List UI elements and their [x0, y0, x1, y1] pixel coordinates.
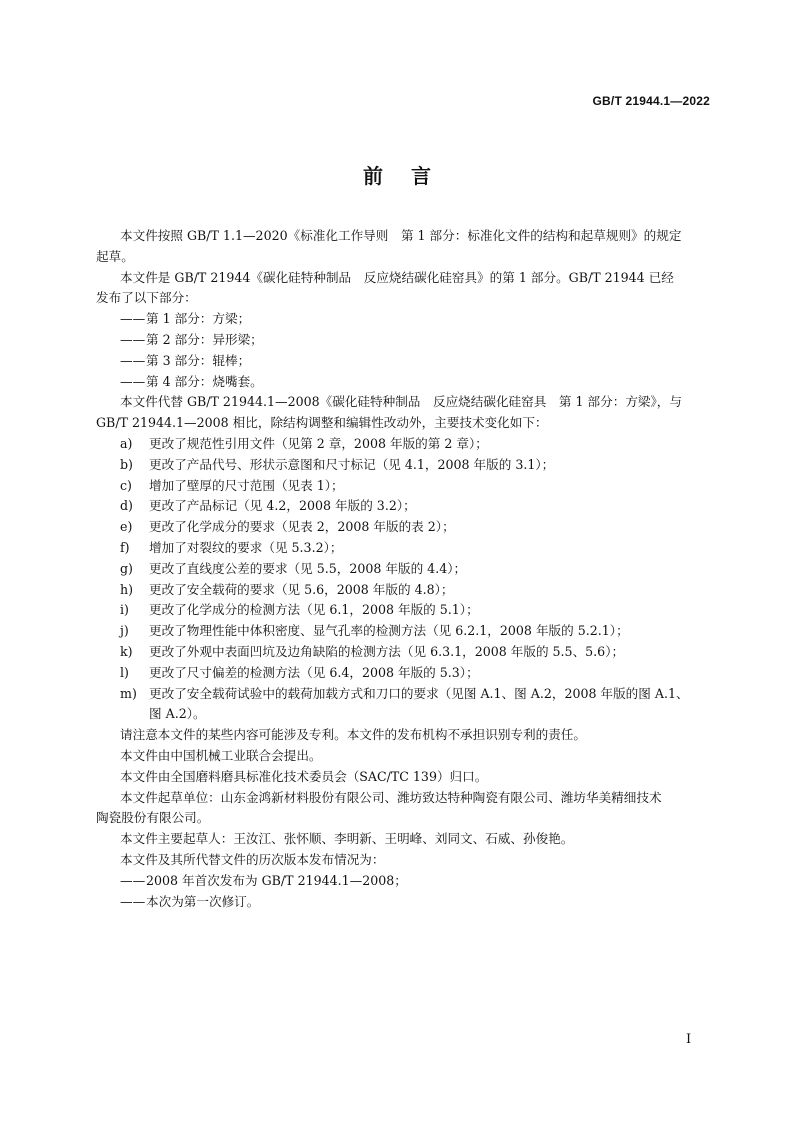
- item-text: 增加了壁厚的尺寸范围（见表 1）；: [149, 477, 344, 493]
- item-text: 更改了产品标记（见 4.2，2008 年版的 3.2）；: [149, 498, 416, 514]
- paragraph-line: 本文件及其所代替文件的历次版本发布情况为：: [120, 851, 385, 867]
- item-label: l): [120, 664, 129, 680]
- change-list-item: [96, 642, 708, 663]
- dash-item-text: 本次为第一次修订。: [146, 893, 260, 909]
- list-dash-item: [96, 330, 708, 351]
- item-label: e): [120, 519, 133, 535]
- item-label: m): [120, 685, 137, 701]
- change-list-item: [96, 580, 708, 601]
- item-text: 更改了化学成分的要求（见表 2，2008 年版的表 2）；: [149, 519, 455, 535]
- dash-item-text: 第 1 部分：方梁；: [146, 311, 251, 327]
- change-list-item: [96, 434, 708, 455]
- paragraph-line: 本文件按照 GB/T 1.1—2020《标准化工作导则 第 1 部分：标准化文件的结构和起草规则》的规定: [120, 228, 682, 243]
- item-label: h): [120, 581, 134, 597]
- item-text: 更改了外观中表面凹坑及边角缺陷的检测方法（见 6.3.1，2008 年版的 5.5、5.6）；: [149, 643, 625, 659]
- dash-marker: ——: [120, 311, 146, 327]
- change-list-item: [96, 517, 708, 538]
- paragraph-line: 本文件是 GB/T 21944《碳化硅特种制品 反应烧结碳化硅窑具》的第 1 部分。GB/T 21944 已经: [120, 269, 674, 285]
- item-text: 增加了对裂纹的要求（见 5.3.2）；: [149, 539, 343, 555]
- list-dash-item: [96, 351, 708, 372]
- list-dash-item: [96, 892, 708, 913]
- change-list-item: [96, 600, 708, 621]
- paragraph-line: 本文件由全国磨料磨具标准化技术委员会（SAC/TC 139）归口。: [120, 768, 488, 784]
- item-text: 更改了产品代号、形状示意图和尺寸标记（见 4.1，2008 年版的 3.1）；: [149, 456, 555, 472]
- foreword-body: [96, 226, 708, 912]
- change-list-item: [96, 559, 708, 580]
- paragraph-line: 请注意本文件的某些内容可能涉及专利。本文件的发布机构不承担识别专利的责任。: [120, 727, 586, 743]
- item-text: 更改了化学成分的检测方法（见 6.1，2008 年版的 5.1）；: [149, 602, 479, 618]
- change-list-item: [96, 621, 708, 642]
- paragraph-line: 起草。: [96, 248, 134, 264]
- dash-item-text: 第 3 部分：辊棒；: [146, 352, 251, 368]
- paragraph-line: GB/T 21944.1—2008 相比，除结构调整和编辑性改动外，主要技术变化如下：: [96, 415, 548, 431]
- item-label: f): [120, 539, 130, 555]
- page-number: I: [686, 1032, 692, 1047]
- item-continuation: 图 A.2）。: [149, 706, 206, 722]
- item-label: i): [120, 602, 129, 618]
- item-label: c): [120, 477, 132, 493]
- paragraph-line: 陶瓷股份有限公司。: [96, 810, 210, 826]
- item-text: 更改了安全载荷的要求（见 5.6，2008 年版的 4.8）；: [149, 581, 454, 597]
- item-label: b): [120, 456, 133, 472]
- dash-item-text: 第 2 部分：异形梁；: [146, 331, 263, 347]
- dash-marker: ——: [120, 331, 146, 347]
- item-label: g): [120, 560, 133, 576]
- standard-number: GB/T 21944.1—2022: [592, 94, 710, 108]
- change-list-item: [96, 496, 708, 517]
- change-list-item: [96, 476, 708, 497]
- item-label: j): [120, 623, 129, 639]
- list-dash-item: [96, 372, 708, 393]
- change-list-item: [96, 455, 708, 476]
- paragraph-line: 本文件主要起草人：王汝江、张怀顺、李明新、王明峰、刘同文、石威、孙俊艳。: [120, 831, 574, 847]
- paragraph-line: 本文件代替 GB/T 21944.1—2008《碳化硅特种制品 反应烧结碳化硅窑具 第 1 部分：方梁》，与: [120, 394, 682, 410]
- item-label: d): [120, 498, 133, 514]
- page-title: 前言: [363, 164, 459, 188]
- item-text: 更改了直线度公差的要求（见 5.5，2008 年版的 4.4）；: [149, 560, 467, 576]
- change-list-item: [96, 538, 708, 559]
- dash-marker: ——: [120, 373, 146, 389]
- change-list-item: [96, 684, 708, 705]
- item-text: 更改了安全载荷试验中的载荷加载方式和刀口的要求（见图 A.1、图 A.2，2008 年版的图 A.1、: [149, 685, 689, 701]
- item-label: a): [120, 435, 133, 451]
- item-text: 更改了规范性引用文件（见第 2 章，2008 年版的第 2 章）；: [149, 435, 488, 451]
- paragraph-line: 本文件由中国机械工业联合会提出。: [120, 747, 322, 763]
- item-label: k): [120, 643, 133, 659]
- dash-marker: ——: [120, 352, 146, 368]
- paragraph-line: 本文件起草单位：山东金鸿新材料股份有限公司、潍坊致达特种陶瓷有限公司、潍坊华美精细技术: [120, 789, 662, 805]
- dash-marker: ——: [120, 872, 146, 888]
- item-text: 更改了物理性能中体积密度、显气孔率的检测方法（见 6.2.1，2008 年版的 5.2.1）；: [149, 623, 629, 639]
- item-text: 更改了尺寸偏差的检测方法（见 6.4，2008 年版的 5.3）；: [149, 664, 479, 680]
- change-list-item: [96, 663, 708, 684]
- dash-marker: ——: [120, 893, 146, 909]
- paragraph-line: 发布了以下部分：: [96, 290, 197, 306]
- list-dash-item: [96, 871, 708, 892]
- list-dash-item: [96, 309, 708, 330]
- dash-item-text: 2008 年首次发布为 GB/T 21944.1—2008；: [146, 872, 407, 888]
- dash-item-text: 第 4 部分：烧嘴套。: [146, 373, 263, 389]
